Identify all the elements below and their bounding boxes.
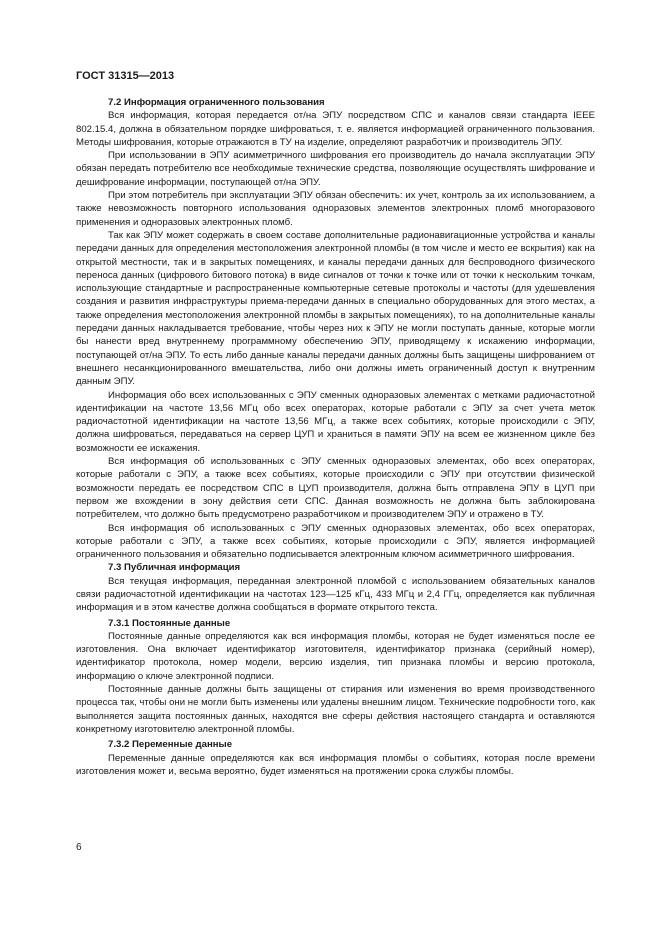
section-heading-7-3: 7.3 Публичная информация [108, 562, 241, 574]
paragraph: Вся информация, которая передается от/на ЭПУ посредством СПС и каналов связи стандарта IEEE 802.15.4, должна в обязательном порядке шифроваться, т. е. является информацией ограниченного пользования. Методы шифрования, которые отражаются в ТУ на изделие, определяют разработчик и производитель ЭПУ. [76, 110, 595, 148]
paragraph: Так как ЭПУ может содержать в своем составе дополнительные радионавигационные устройства и каналы передачи данных для определения местоположения электронной пломбы (в том числе и место ее вскрытия) как на открытой местности, так и в закрытых помещениях, и каналы передачи данных для беспроводного физического переноса данных (цифрового битового потока) в виде сигналов от точки к точке или от точки к нескольким точкам, использующие стандартные и распространенные компьютерные сетевые протоколы и частоты (для удешевления создания и развития инфраструктуры приема-передачи данных в специально оборудованных для этого местах, а также определения местоположения электронной пломбы в закрытых помещениях), то на дополнительные каналы передачи данных накладывается требование, чтобы через них к ЭПУ не могли поступать данные, которые могли бы нанести вред внутреннему программному обеспечению ЭПУ, приводящему к искажению информации, поступающей от/на ЭПУ. То есть либо данные каналы передачи данных должны быть защищены шифрованием от внешнего несанкционированного вмешательства, либо они должны иметь ограниченный доступ к внутренним данным ЭПУ. [76, 229, 595, 388]
document-header: ГОСТ 31315—2013 [76, 70, 175, 82]
paragraph: Вся текущая информация, переданная электронной пломбой с использованием обязательных каналов связи радиочастотной идентификации на частотах 123—125 кГц, 433 МГц и 2,4 ГГц, определяется как публичная информация и в этом качестве должна сообщаться в формате открытого текста. [76, 575, 595, 614]
paragraph: При использовании в ЭПУ асимметричного шифрования его производитель до начала эксплуатации ЭПУ обязан передать потребителю все необходимые технические средства, позволяющие осуществлять шифрование и дешифрование информации, поступающей от/на ЭПУ. [76, 150, 595, 188]
paragraph: Информация обо всех использованных с ЭПУ сменных одноразовых элементах с метками радиочастотной идентификации на частоте 13,56 МГц обо всех операторах, которые работали с ЭПУ за счет учета меток радиочастотной идентификации на частоте 13,56 МГц, а также всех событиях, которые происходили с ЭПУ, должна шифроваться, передаваться на сервер ЦУП и храниться в памяти ЭПУ на всем ее жизненном цикле без возможности ее искажения. [76, 389, 595, 454]
paragraph: Вся информация об использованных с ЭПУ сменных одноразовых элементах, обо всех операторах, которые работали с ЭПУ, а также всех событиях, которые происходили с ЭПУ, является информацией ограниченного пользования и обязательно подписывается электронным ключом асимметричного шифрования. [76, 522, 595, 561]
paragraph: Вся информация об использованных с ЭПУ сменных одноразовых элементах, обо всех операторах, которые работали с ЭПУ, а также всех событиях, которые происходили с ЭПУ при отсутствии физической возможности передать ее посредством СПС в ЦУП производителя, должна быть отправлена ЭПУ в ЦУП при первом же вхождении в зону действия сети СПС. Данная возможность не должна быть заблокирована потребителем, что должно быть предусмотрено разработчиком и производителем ЭПУ и отражено в ТУ. [76, 456, 595, 521]
section-heading-7-2: 7.2 Информация ограниченного пользования [108, 97, 325, 108]
paragraph: Переменные данные определяются как вся информация пломбы о событиях, которая после времени изготовления может и, весьма вероятно, будет изменяться на протяжении срока службы пломбы. [76, 752, 595, 777]
document-body [76, 96, 595, 778]
page-number: 6 [76, 842, 82, 853]
section-heading-7-3-2: 7.3.2 Переменные данные [108, 739, 233, 751]
paragraph: Постоянные данные должны быть защищены от стирания или изменения во время производственного процесса так, чтобы они не могли быть изменены или удалены внешним лицом. Технические подробности того, как выполняется защита постоянных данных, находятся вне сферы действия настоящего стандарта и оставляются конкретному изготовителю электронной пломбы. [76, 684, 595, 735]
paragraph: Постоянные данные определяются как вся информация пломбы, которая не будет изменяться после ее изготовления. Она включает идентификатор изготовителя, идентификатор признака (серийный номер), идентификатор протокола, номер модели, версию изделия, тип признака пломбы и версию протокола, информацию о ключе электронной подписи. [76, 630, 595, 682]
section-heading-7-3-1: 7.3.1 Постоянные данные [108, 617, 231, 629]
paragraph: При этом потребитель при эксплуатации ЭПУ обязан обеспечить: их учет, контроль за их использованием, а также невозможность повторного использования одноразовых элементов электронных пломб многоразового применения и одноразовых электронных пломб. [76, 190, 595, 228]
